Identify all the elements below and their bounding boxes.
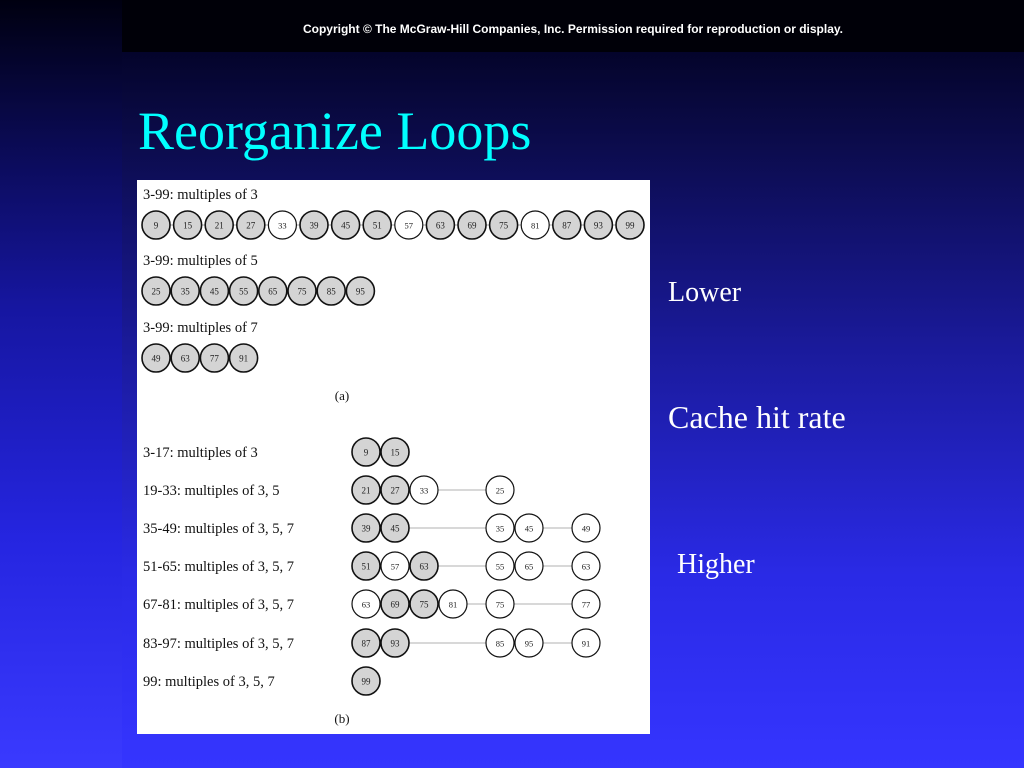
circle-value: 25 [495,485,505,496]
circle-value: 63 [435,220,445,231]
node-b-3-2-1 [486,514,514,542]
circle-value: 75 [495,599,505,610]
label-cache-hit-rate: Cache hit rate [668,399,846,435]
node-b-5-1-2 [381,590,409,618]
node-a-2-2 [171,277,199,305]
circle-value: 77 [581,599,591,610]
node-a-1-16 [616,211,644,239]
left-decor-strip [0,0,122,768]
node-b-1-1-2 [381,438,409,466]
circle-value: 75 [297,286,307,297]
node-b-2-1-3 [410,476,438,504]
node-b-2-1-2 [381,476,409,504]
node-b-5-1-1 [352,590,380,618]
loop-diagram-panel [137,180,650,734]
node-b-3-1-2 [381,514,409,542]
circle-value: 27 [246,220,256,231]
circle-value: 63 [180,353,190,364]
row-label-b-2: 19-33: multiples of 3, 5 [143,483,280,499]
row-label-b-5: 67-81: multiples of 3, 5, 7 [143,597,295,613]
row-label-a-3: 3-99: multiples of 7 [143,320,258,336]
node-b-4-1-3 [410,552,438,580]
node-a-1-2 [174,211,202,239]
node-b-4-2-2 [515,552,543,580]
circle-value: 45 [524,523,534,534]
circle-value: 21 [214,220,224,231]
node-a-1-3 [205,211,233,239]
circle-value: 51 [361,561,371,572]
circle-value: 45 [341,220,351,231]
circle-value: 93 [593,220,603,231]
node-a-2-1 [142,277,170,305]
node-a-1-15 [584,211,612,239]
circle-value: 85 [326,286,336,297]
circle-value: 65 [524,561,534,572]
node-b-6-1-2 [381,629,409,657]
node-a-1-8 [363,211,391,239]
row-label-b-6: 83-97: multiples of 3, 5, 7 [143,636,295,652]
circle-value: 69 [467,220,477,231]
node-a-1-13 [521,211,549,239]
row-label-b-7: 99: multiples of 3, 5, 7 [143,674,275,690]
circle-value: 81 [530,220,540,231]
node-a-3-2 [171,344,199,372]
node-b-5-1-4 [439,590,467,618]
circle-value: 95 [355,286,365,297]
node-a-1-7 [332,211,360,239]
circle-value: 15 [390,447,400,458]
node-b-3-3-1 [572,514,600,542]
node-b-3-1-1 [352,514,380,542]
circle-value: 95 [524,638,534,649]
node-a-3-4 [230,344,258,372]
node-b-2-1-1 [352,476,380,504]
caption-a: (a) [334,388,350,403]
circle-value: 77 [209,353,219,364]
node-b-3-2-2 [515,514,543,542]
circle-value: 55 [239,286,249,297]
circle-value: 69 [390,599,400,610]
circle-value: 65 [268,286,278,297]
circle-value: 75 [499,220,509,231]
node-a-1-10 [426,211,454,239]
circle-value: 85 [495,638,505,649]
node-b-4-1-2 [381,552,409,580]
node-a-1-14 [553,211,581,239]
node-b-6-2-1 [486,629,514,657]
row-label-b-4: 51-65: multiples of 3, 5, 7 [143,559,295,575]
node-a-2-3 [200,277,228,305]
row-label-b-1: 3-17: multiples of 3 [143,445,258,461]
node-b-1-1-1 [352,438,380,466]
row-label-a-2: 3-99: multiples of 5 [143,253,258,269]
circle-value: 39 [309,220,319,231]
node-a-2-6 [288,277,316,305]
node-b-5-1-3 [410,590,438,618]
circle-value: 63 [581,561,591,572]
circle-value: 99 [361,676,371,687]
circle-value: 49 [151,353,161,364]
node-a-1-11 [458,211,486,239]
circle-value: 33 [278,220,287,231]
circle-value: 57 [404,220,414,231]
node-a-1-4 [237,211,265,239]
node-a-3-3 [200,344,228,372]
circle-value: 63 [361,599,371,610]
circle-value: 9 [153,220,159,231]
node-b-6-3-1 [572,629,600,657]
row-label-b-3: 35-49: multiples of 3, 5, 7 [143,521,295,537]
loop-diagram [137,180,650,734]
circle-value: 99 [625,220,635,231]
node-b-7-1-1 [352,667,380,695]
node-a-1-1 [142,211,170,239]
node-b-2-2-1 [486,476,514,504]
node-b-6-1-1 [352,629,380,657]
circle-value: 91 [581,638,591,649]
slide-title: Reorganize Loops [138,101,532,161]
circle-value: 87 [562,220,572,231]
node-a-2-7 [317,277,345,305]
label-higher: Higher [677,549,755,580]
node-a-1-5 [268,211,296,239]
caption-b: (b) [334,711,350,726]
circle-value: 49 [581,523,591,534]
circle-value: 35 [495,523,505,534]
node-b-6-2-2 [515,629,543,657]
circle-value: 45 [209,286,219,297]
circle-value: 87 [361,638,371,649]
circle-value: 45 [390,523,400,534]
node-b-5-2-1 [486,590,514,618]
circle-value: 91 [239,353,249,364]
circle-value: 15 [183,220,193,231]
circle-value: 93 [390,638,400,649]
circle-value: 9 [363,447,369,458]
node-b-4-3-1 [572,552,600,580]
circle-value: 27 [390,485,400,496]
circle-value: 57 [390,561,400,572]
node-a-2-4 [230,277,258,305]
copyright-notice: Copyright © The McGraw-Hill Companies, Inc. Permission required for reproduction or display. [302,22,844,36]
circle-value: 63 [419,561,429,572]
node-a-2-5 [259,277,287,305]
node-a-1-12 [490,211,518,239]
node-b-4-1-1 [352,552,380,580]
label-lower: Lower [668,277,742,308]
node-a-1-9 [395,211,423,239]
row-label-a-1: 3-99: multiples of 3 [143,187,258,203]
circle-value: 25 [151,286,161,297]
circle-value: 21 [361,485,371,496]
circle-value: 39 [361,523,371,534]
circle-value: 51 [372,220,382,231]
node-b-4-2-1 [486,552,514,580]
node-b-5-3-1 [572,590,600,618]
circle-value: 55 [495,561,505,572]
circle-value: 33 [419,485,429,496]
node-a-1-6 [300,211,328,239]
node-a-3-1 [142,344,170,372]
node-a-2-8 [346,277,374,305]
circle-value: 75 [419,599,429,610]
copyright-bar [122,0,1024,52]
circle-value: 81 [448,599,458,610]
circle-value: 35 [180,286,190,297]
